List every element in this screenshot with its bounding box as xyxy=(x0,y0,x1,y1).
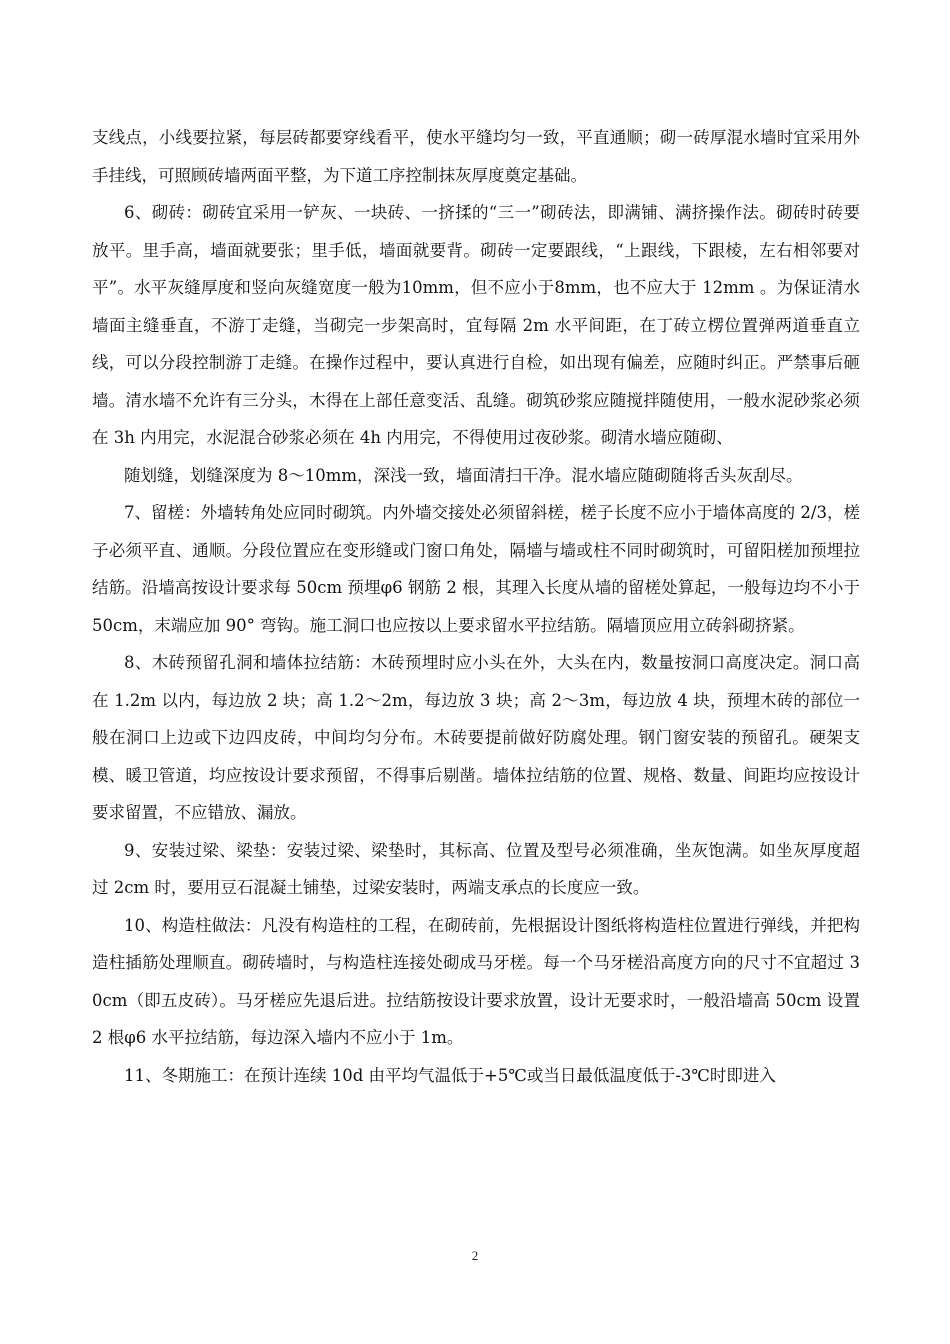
paragraph-wire-lines: 支线点，小线要拉紧，每层砖都要穿线看平，使水平缝均匀一致，平直通顺；砌一砖厚混水墙时宜采用外手挂线，可照顾砖墙两面平整，为下道工序控制抹灰厚度奠定基础。 xyxy=(92,128,860,185)
paragraph-winter-construction: 11、冬期施工：在预计连续 10d 由平均气温低于+5℃或当日最低温度低于-3℃时即进入 xyxy=(124,1065,776,1085)
paragraph-structural-columns: 10、构造柱做法：凡没有构造柱的工程，在砌砖前，先根据设计图纸将构造柱位置进行弹线，并把构造柱插筋处理顺直。砌砖墙时，与构造柱连接处砌成马牙槎。每一个马牙槎沿高度方向的尺寸不宜超过 30cm（即五皮砖）。马牙槎应先退后进。拉结筋按设计要求放置，设计无要求时，一般沿墙高 50cm 设置 2 根φ6 水平拉结筋，每边深入墙内不应小于 1m。 xyxy=(92,915,860,1047)
paragraph-wood-bricks: 8、木砖预留孔洞和墙体拉结筋：木砖预埋时应小头在外，大头在内，数量按洞口高度决定。洞口高在 1.2m 以内，每边放 2 块；高 1.2～2m，每边放 3 块；高 2～3m，每边放 4 块，预埋木砖的部位一般在洞口上边或下边四皮砖，中间均匀分布。木砖要提前做好防腐处理。钢门窗安装的预留孔。硬架支模、暖卫管道，均应按设计要求预留，不得事后剔凿。墙体拉结筋的位置、规格、数量、间距均应按设计要求留置，不应错放、漏放。 xyxy=(92,653,860,822)
paragraph-toothing: 7、留槎：外墙转角处应同时砌筑。内外墙交接处必须留斜槎，槎子长度不应小于墙体高度的 2/3，槎子必须平直、通顺。分段位置应在变形缝或门窗口角处，隔墙与墙或柱不同时砌筑时，可留阳槎加预埋拉结筋。沿墙高按设计要求每 50cm 预埋φ6 钢筋 2 根，其理入长度从墙的留槎处算起，一般每边均不小于 50cm，末端应加 90° 弯钩。施工洞口也应按以上要求留水平拉结筋。隔墙顶应用立砖斜砌挤紧。 xyxy=(92,503,860,635)
page-number: 2 xyxy=(471,1248,479,1263)
paragraph-bricklaying: 6、砌砖：砌砖宜采用一铲灰、一块砖、一挤揉的“三一”砌砖法，即满铺、满挤操作法。砌砖时砖要放平。里手高，墙面就要张；里手低，墙面就要背。砌砖一定要跟线，“上跟线，下跟棱，左右相邻要对平”。水平灰缝厚度和竖向灰缝宽度一般为10mm，但不应小于8mm，也不应大于 12mm 。为保证清水墙面主缝垂直，不游丁走缝，当砌完一步架高时，宜每隔 2m 水平间距，在丁砖立楞位置弹两道垂直立线，可以分段控制游丁走缝。在操作过程中，要认真进行自检，如出现有偏差，应随时纠正。严禁事后砸墙。清水墙不允许有三分头，木得在上部任意变活、乱缝。砌筑砂浆应随搅拌随使用，一般水泥砂浆必须在 3h 内用完，水泥混合砂浆必须在 4h 内用完，不得使用过夜砂浆。砌清水墙应随砌、 xyxy=(92,203,860,447)
paragraph-lintels: 9、安装过梁、梁垫：安装过梁、梁垫时，其标高、位置及型号必须准确，坐灰饱满。如坐灰厚度超过 2cm 时，要用豆石混凝土铺垫，过梁安装时，两端支承点的长度应一致。 xyxy=(92,840,860,897)
paragraph-joint-striking: 随划缝，划缝深度为 8～10mm，深浅一致，墙面清扫干净。混水墙应随砌随将舌头灰刮尽。 xyxy=(124,465,803,485)
document-body xyxy=(92,119,860,1094)
